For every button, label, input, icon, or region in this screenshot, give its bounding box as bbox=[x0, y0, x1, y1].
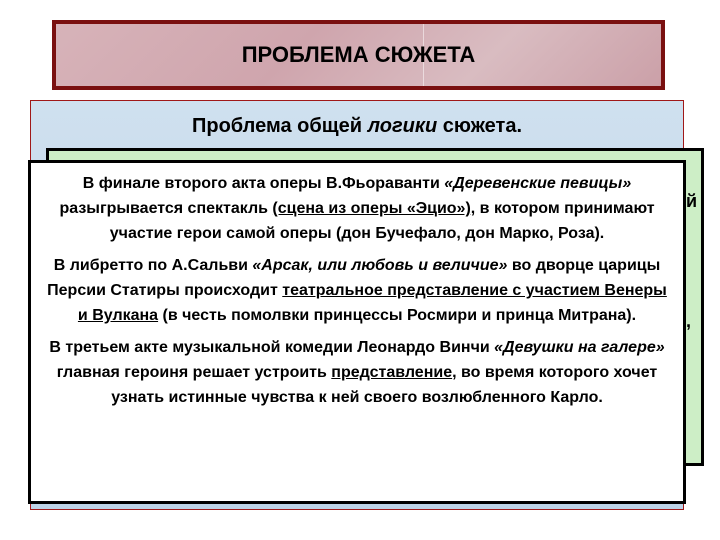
underlined-phrase: представление bbox=[331, 364, 453, 381]
underlined-phrase: театральное представление с участием Венеры и Вулкана bbox=[77, 282, 667, 324]
paragraph-salvi bbox=[45, 253, 669, 328]
hidden-text-fragment: й bbox=[686, 191, 698, 211]
text-segment: В третьем акте музыкальной комедии Леонардо Винчи bbox=[49, 339, 495, 356]
text-segment: во дворце царицы Персии Статиры происходит bbox=[47, 257, 661, 299]
foreground-card bbox=[28, 160, 686, 504]
paragraph-vinci bbox=[45, 335, 669, 410]
subtitle bbox=[31, 115, 683, 138]
text-segment: В либретто по А.Сальви bbox=[53, 257, 253, 274]
text-segment: В финале второго акта оперы В.Фьораванти bbox=[82, 175, 445, 192]
paragraph-fioravanti bbox=[45, 171, 669, 246]
title-banner bbox=[52, 20, 665, 90]
opera-title: «Арсак, или любовь и величие» bbox=[252, 257, 508, 274]
page-title: ПРОБЛЕМА СЮЖЕТА bbox=[241, 42, 476, 67]
text-segment: , в котором принимают участие герои самой оперы (дон Бучефало, дон Марко, Роза). bbox=[109, 200, 655, 242]
underlined-phrase: (сцена из оперы «Эцио») bbox=[272, 200, 471, 217]
subtitle-text-end: сюжета. bbox=[437, 115, 522, 137]
subtitle-italic-word: логики bbox=[367, 115, 438, 137]
text-segment: главная героиня решает устроить bbox=[56, 364, 332, 381]
hidden-text-fragment: , bbox=[686, 311, 692, 331]
text-segment: , во время которого хочет узнать истинные чувства к ней своего возлюбленного Карло. bbox=[111, 364, 658, 406]
text-segment: разыгрывается спектакль bbox=[59, 200, 273, 217]
opera-title: «Девушки на галере» bbox=[494, 339, 665, 356]
text-segment: (в честь помолвки принцессы Росмири и принца Митрана). bbox=[158, 307, 637, 324]
subtitle-text-start: Проблема общей bbox=[192, 115, 368, 137]
opera-title: «Деревенские певицы» bbox=[444, 175, 632, 192]
